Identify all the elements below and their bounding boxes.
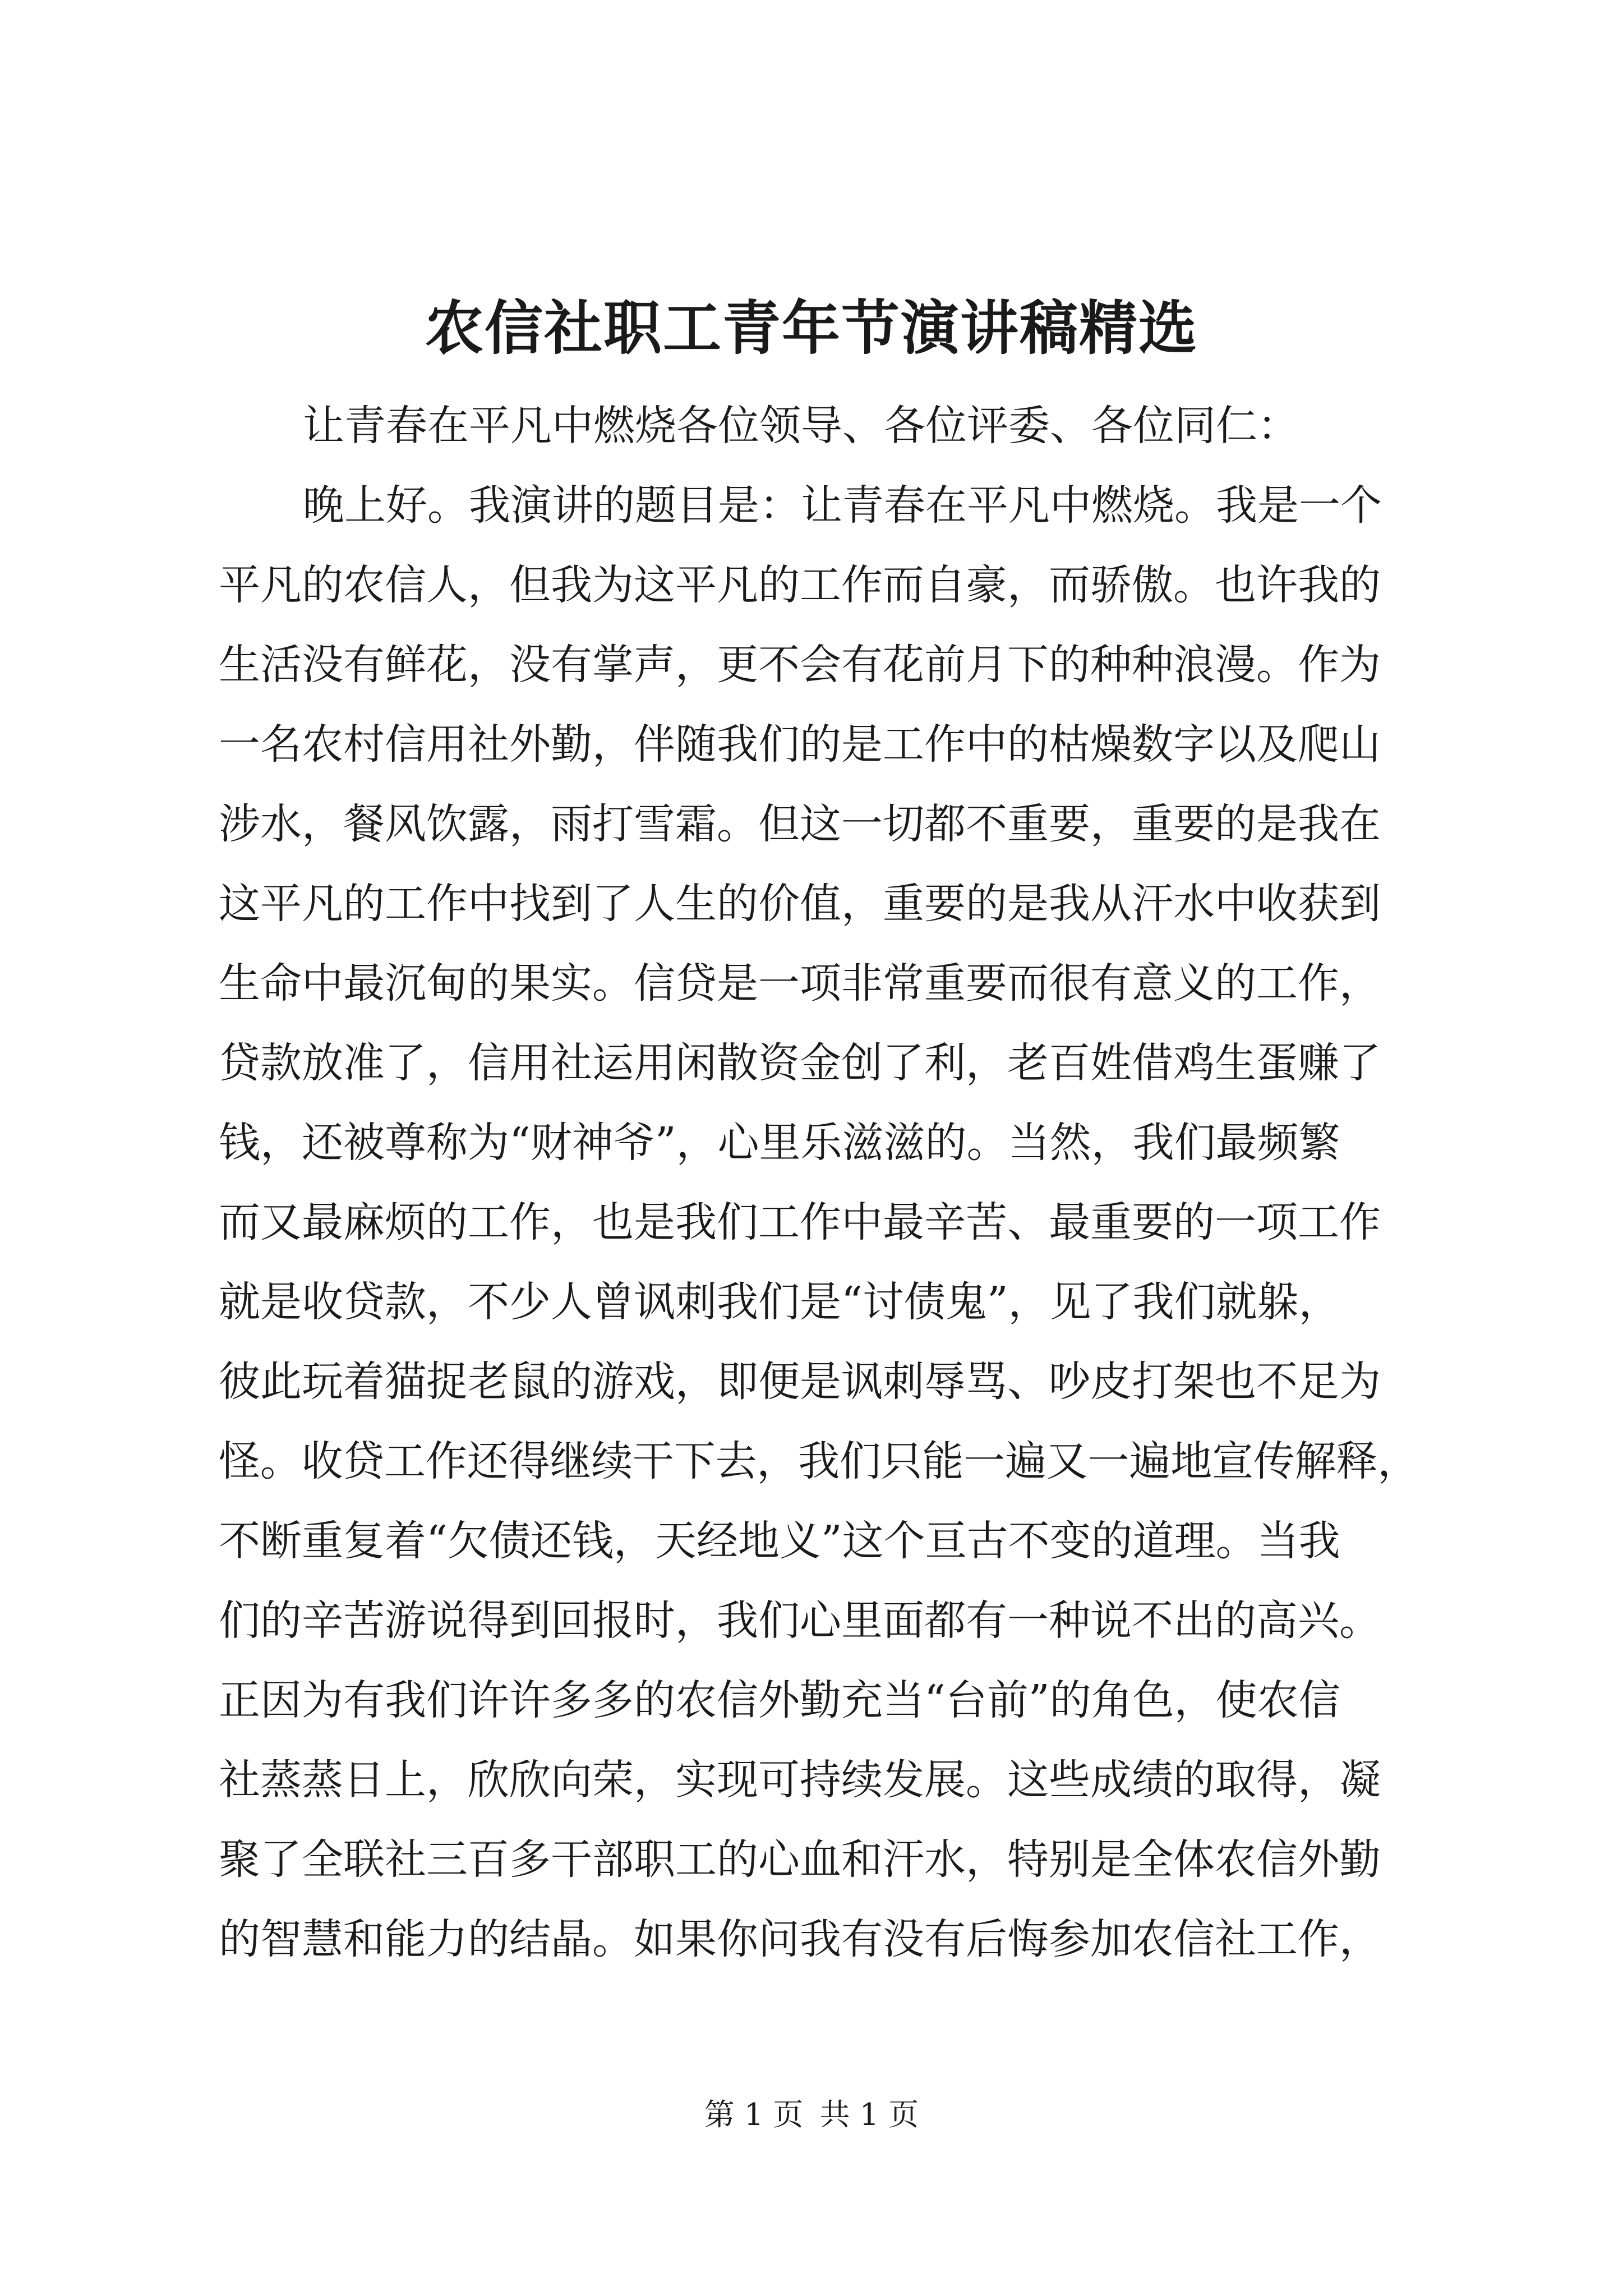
text-line: 让青春在平凡中燃烧各位领导、各位评委、各位同仁： (303, 402, 1299, 450)
document-body (219, 386, 1419, 1979)
text-line: 们的辛苦游说得到回报时，我们心里面都有一种说不出的高兴。 (219, 1596, 1381, 1645)
text-line: 彼此玩着猫捉老鼠的游戏，即便是讽刺辱骂、吵皮打架也不足为 (219, 1358, 1381, 1406)
text-line: 一名农村信用社外勤，伴随我们的是工作中的枯燥数字以及爬山 (219, 720, 1381, 769)
text-line: 这平凡的工作中找到了人生的价值，重要的是我从汗水中收获到 (219, 880, 1381, 928)
document-title: 农信社职工青年节演讲稿精选 (425, 293, 1198, 362)
text-line: 怪。收贷工作还得继续干下去，我们只能一遍又一遍地宣传解释， (219, 1437, 1419, 1485)
text-line: 而又最麻烦的工作，也是我们工作中最辛苦、最重要的一项工作 (219, 1198, 1381, 1246)
page-number: 第 1 页 (704, 2097, 804, 2132)
text-line: 的智慧和能力的结晶。如果你问我有没有后悔参加农信社工作， (219, 1915, 1381, 1963)
text-line: 涉水，餐风饮露，雨打雪霜。但这一切都不重要，重要的是我在 (219, 800, 1381, 848)
text-line: 晚上好。我演讲的题目是：让青春在平凡中燃烧。我是一个 (303, 481, 1382, 530)
text-line: 平凡的农信人，但我为这平凡的工作而自豪，而骄傲。也许我的 (219, 561, 1381, 609)
text-line: 生活没有鲜花，没有掌声，更不会有花前月下的种种浪漫。作为 (219, 641, 1381, 689)
text-line: 钱，还被尊称为“财神爷”，心里乐滋滋的。当然，我们最频繁 (219, 1119, 1340, 1167)
text-line: 就是收贷款，不少人曾讽刺我们是“讨债鬼”，见了我们就躲， (219, 1278, 1340, 1326)
text-line: 正因为有我们许许多多的农信外勤充当“台前”的角色，使农信 (219, 1676, 1340, 1724)
page-footer (0, 2095, 1623, 2134)
text-line: 生命中最沉甸的果实。信贷是一项非常重要而很有意义的工作， (219, 959, 1381, 1007)
text-line: 聚了全联社三百多干部职工的心血和汗水，特别是全体农信外勤 (219, 1835, 1381, 1884)
text-line: 社蒸蒸日上，欣欣向荣，实现可持续发展。这些成绩的取得，凝 (219, 1756, 1381, 1804)
text-line: 贷款放准了，信用社运用闲散资金创了利，老百姓借鸡生蛋赚了 (219, 1039, 1381, 1087)
text-line: 不断重复着“欠债还钱，天经地义”这个亘古不变的道理。当我 (219, 1517, 1340, 1565)
page-total: 共 1 页 (819, 2097, 919, 2132)
